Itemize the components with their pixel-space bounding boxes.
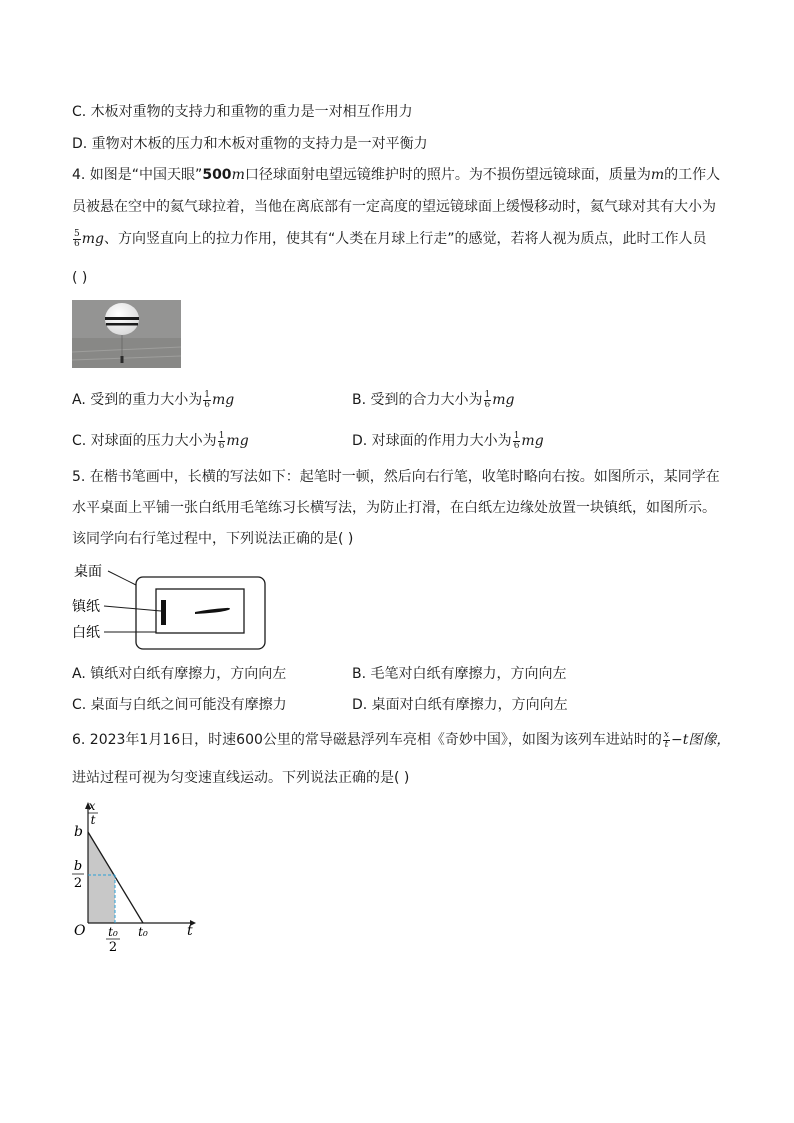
q4-option-c: C. 对球面的压力大小为 $\frac{1}{6}$ mg (72, 430, 249, 451)
brush-stroke (195, 608, 230, 614)
q5-stem-line-1: 5. 在楷书笔画中，长横的写法如下：起笔时一顿，然后向右行笔，收笔时略向右按。如图所示，某同学在 (72, 469, 720, 485)
q4-option-a: A. 受到的重力大小为 $\frac{1}{6}$ mg (72, 389, 235, 410)
q4-option-b: B. 受到的合力大小为 $\frac{1}{6}$ mg (352, 389, 515, 410)
leader-desk (108, 571, 136, 585)
q6-stem-line-2: 进站过程可视为匀变速直线运动。下列说法正确的是( ) (72, 770, 410, 786)
q4-stem-text: 4. 如图是“中国天眼” (72, 167, 203, 183)
tick-t0-half-num: t₀ (108, 925, 118, 939)
q4-unit-m: m (231, 167, 245, 183)
q4-option-d: D. 对球面的作用力大小为 $\frac{1}{6}$ mg (352, 430, 544, 451)
leader-weight (104, 606, 161, 611)
paper-outline (156, 589, 244, 633)
y-label-num: x (88, 799, 96, 813)
q5-stem-line-3: 该同学向右行笔过程中，下列说法正确的是( ) (72, 531, 354, 547)
q4-stem-line-1 (72, 165, 720, 185)
label-weight: 镇纸 (72, 599, 100, 615)
q5-option-c: C. 桌面与白纸之间可能没有摩擦力 (72, 697, 287, 713)
tick-t0-half-den: 2 (108, 940, 118, 955)
q4-photo (72, 300, 181, 368)
q6-stem-line-1: 6. 2023年1月16日，时速600公里的常导磁悬浮列车亮相《奇妙中国》，如图为该列车进站时的 $\frac{x}{t}$ −t图像， (72, 729, 731, 750)
x-label: t (187, 923, 193, 939)
tick-b-half-num: b (73, 859, 83, 874)
q6-graph (70, 795, 205, 955)
label-paper: 白纸 (72, 625, 100, 641)
q5-option-a: A. 镇纸对白纸有摩擦力，方向向左 (72, 666, 287, 682)
tick-b: b (74, 824, 83, 840)
q4-stem-line-3 (72, 229, 707, 249)
q3-option-c: C. 木板对重物的支持力和重物的重力是一对相互作用力 (72, 104, 413, 120)
q4-force-symbol: mg (81, 231, 104, 247)
q4-stem-text: 、方向竖直向上的拉力作用，使其有“人类在月球上行走”的感觉，若将人视为质点，此时工作人员 (103, 231, 707, 247)
y-label-den: t (90, 813, 96, 827)
q5-option-d: D. 桌面对白纸有摩擦力，方向向左 (352, 697, 568, 713)
q4-fraction: $\frac{5}{6}$ (74, 228, 80, 249)
q5-stem-line-2: 水平桌面上平铺一张白纸用毛笔练习长横写法，为防止打滑，在白纸左边缘处放置一块镇纸，如图所示。 (72, 500, 716, 516)
q4-diameter-value: 500 (202, 167, 232, 183)
tick-t0: t₀ (138, 925, 148, 939)
shaded-area (88, 832, 115, 923)
q4-answer-blank: ( ) (72, 270, 88, 286)
balloon-photo-image (72, 300, 181, 368)
q4-stem-line-2: 员被悬在空中的氦气球拉着，当他在离底部有一定高度的望远镜球面上缓慢移动时，氦气球对其有大小为 (72, 199, 716, 215)
q5-option-b: B. 毛笔对白纸有摩擦力，方向向左 (352, 666, 567, 682)
q4-stem-text: 口径球面射电望远镜维护时的照片。为不损伤望远镜球面，质量为 (244, 167, 651, 183)
origin-label: O (74, 923, 86, 939)
tick-b-half-den: 2 (73, 876, 83, 891)
label-desk: 桌面 (74, 564, 102, 580)
q5-diagram (70, 558, 270, 650)
q3-option-d: D. 重物对木板的压力和木板对重物的支持力是一对平衡力 (72, 136, 428, 152)
q4-mass-symbol: m (650, 167, 665, 183)
paper-weight-bar (161, 600, 166, 625)
q4-stem-text: 的工作人 (664, 167, 721, 183)
